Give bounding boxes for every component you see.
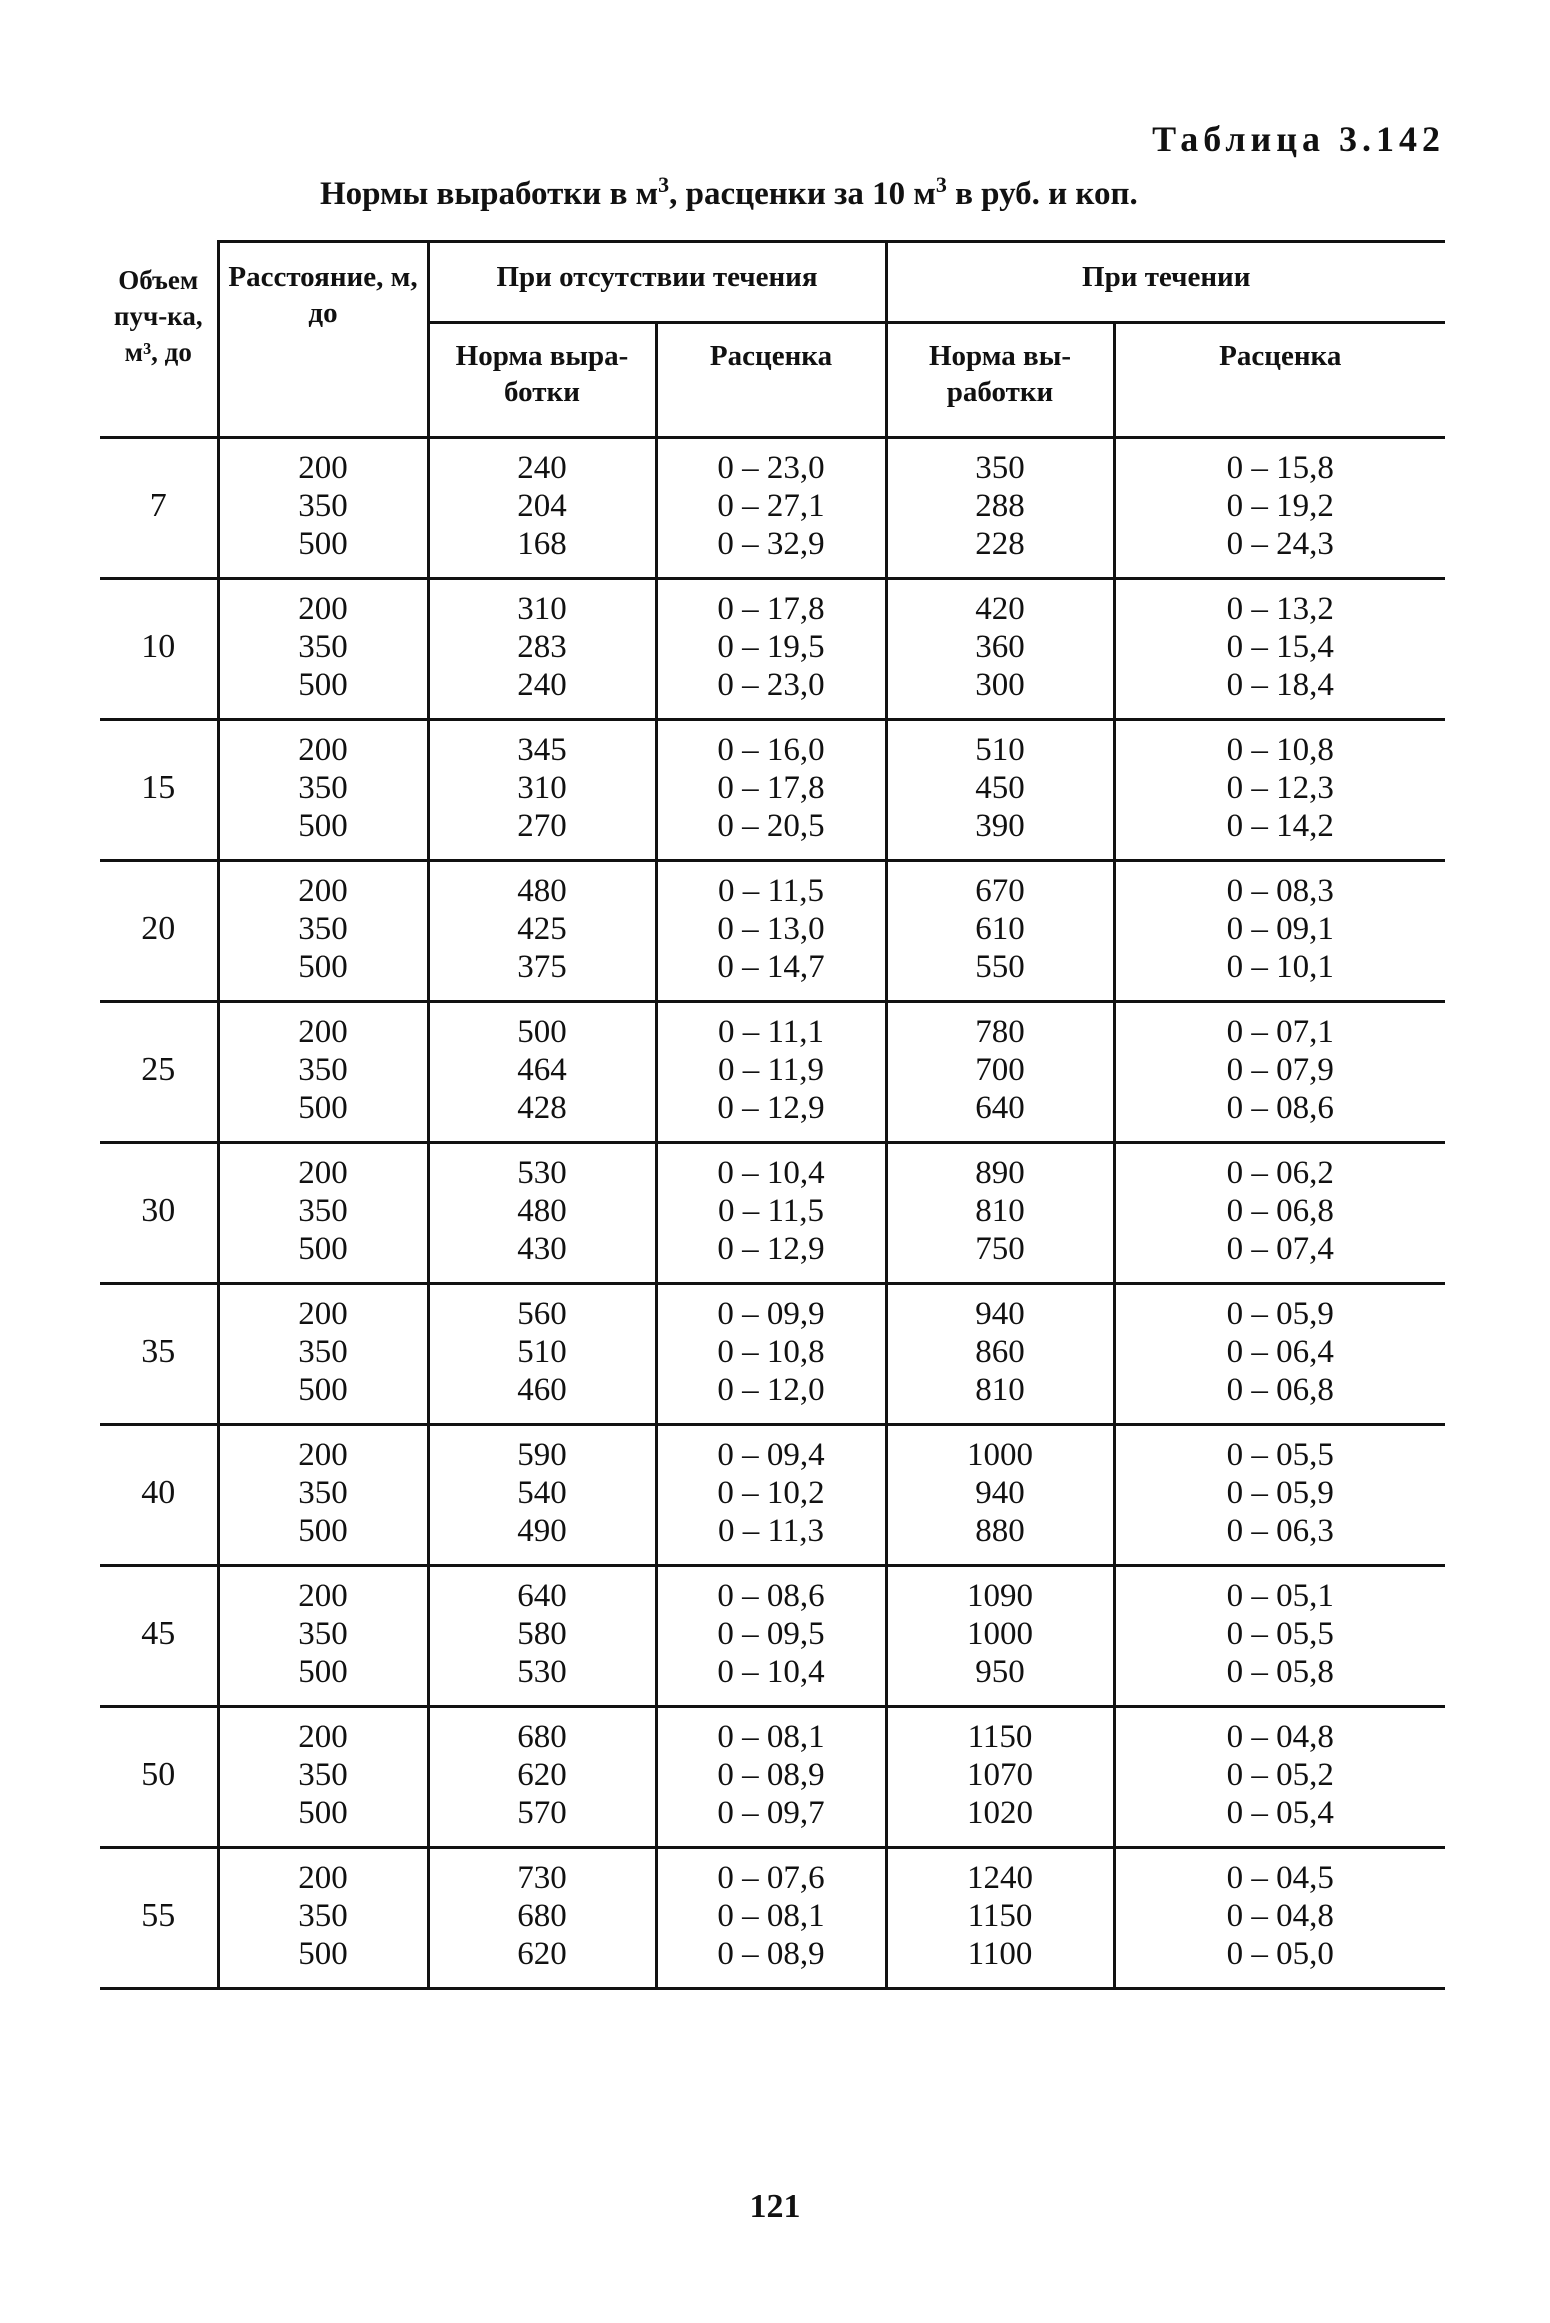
rate-current-cell-value: 0 – 15,4 [1226,629,1334,665]
table-row [100,861,1445,1002]
table-body [100,438,1445,1989]
volume-cell: 35 [100,1284,218,1425]
distance-cell-value: 200 [298,1014,348,1050]
distance-cell-value: 500 [298,808,348,844]
norm-current-cell-value: 940 [975,1296,1025,1332]
table-row [100,579,1445,720]
norm-current-cell-value: 390 [975,808,1025,844]
header-no-current: При отсутствии течения [428,242,886,323]
rate-current-cell [1114,1425,1445,1566]
distance-cell [218,1143,428,1284]
norm-cell-value: 580 [517,1616,567,1652]
norm-cell [428,1566,656,1707]
rate-cell-value: 0 – 09,5 [717,1616,825,1652]
norm-current-cell-value: 1100 [967,1936,1033,1972]
distance-cell-value: 500 [298,1795,348,1831]
norm-current-cell [886,861,1114,1002]
rate-cell-value: 0 – 09,7 [717,1795,825,1831]
rate-current-cell [1114,1848,1445,1989]
rate-cell-value: 0 – 11,5 [717,873,825,909]
norm-current-cell [886,1143,1114,1284]
rate-current-cell [1114,1566,1445,1707]
distance-cell-value: 200 [298,1578,348,1614]
rate-current-cell-value: 0 – 18,4 [1226,667,1334,703]
norm-cell-value: 680 [517,1719,567,1755]
norm-cell [428,1143,656,1284]
rate-current-cell-value: 0 – 12,3 [1226,770,1334,806]
norm-current-cell-value: 890 [975,1155,1025,1191]
rate-current-cell-value: 0 – 05,5 [1226,1616,1334,1652]
rate-cell-value: 0 – 32,9 [717,526,825,562]
rate-current-cell-value: 0 – 06,8 [1226,1372,1334,1408]
norm-current-cell-value: 750 [975,1231,1025,1267]
norm-cell-value: 270 [517,808,567,844]
rate-current-cell-value: 0 – 13,2 [1226,591,1334,627]
distance-cell-value: 500 [298,1936,348,1972]
rate-current-cell [1114,1284,1445,1425]
norm-cell-value: 620 [517,1936,567,1972]
distance-cell-value: 350 [298,1757,348,1793]
rate-cell-value: 0 – 08,6 [717,1578,825,1614]
rate-cell [656,1284,886,1425]
rate-current-cell [1114,579,1445,720]
table-row [100,1566,1445,1707]
header-norm-current: Норма вы-работки [886,323,1114,438]
norm-cell-value: 510 [517,1334,567,1370]
rate-cell-value: 0 – 12,9 [717,1090,825,1126]
norm-current-cell-value: 510 [975,732,1025,768]
rate-cell-value: 0 – 17,8 [717,770,825,806]
norm-cell [428,1284,656,1425]
rate-current-cell [1114,438,1445,579]
norm-current-cell-value: 360 [975,629,1025,665]
table-row [100,1284,1445,1425]
norm-cell-value: 310 [517,770,567,806]
header-distance: Расстояние, м, до [218,242,428,438]
table-row [100,438,1445,579]
norm-current-cell-value: 1070 [967,1757,1033,1793]
table-row [100,1425,1445,1566]
norm-cell [428,1707,656,1848]
rate-cell-value: 0 – 08,1 [717,1719,825,1755]
norm-cell [428,1848,656,1989]
table-label: Таблица 3.142 [1152,119,1445,159]
rate-current-cell-value: 0 – 05,1 [1226,1578,1334,1614]
distance-cell-value: 350 [298,629,348,665]
volume-cell: 30 [100,1143,218,1284]
norm-cell [428,720,656,861]
norm-cell-value: 490 [517,1513,567,1549]
distance-cell-value: 200 [298,450,348,486]
norm-cell-value: 530 [517,1654,567,1690]
rate-cell-value: 0 – 19,5 [717,629,825,665]
distance-cell [218,861,428,1002]
distance-cell [218,1848,428,1989]
rate-cell [656,579,886,720]
rate-cell [656,438,886,579]
norm-cell-value: 500 [517,1014,567,1050]
rate-cell-value: 0 – 08,9 [717,1936,825,1972]
rate-cell [656,1143,886,1284]
distance-cell-value: 350 [298,488,348,524]
rate-current-cell-value: 0 – 10,8 [1226,732,1334,768]
distance-cell-value: 500 [298,667,348,703]
norm-cell-value: 480 [517,873,567,909]
distance-cell-value: 350 [298,1898,348,1934]
rate-cell [656,1848,886,1989]
norm-cell-value: 204 [517,488,567,524]
header-rate-current: Расценка [1114,323,1445,438]
rate-current-cell-value: 0 – 04,5 [1226,1860,1334,1896]
rate-cell-value: 0 – 10,2 [717,1475,825,1511]
rate-cell [656,1425,886,1566]
norm-current-cell-value: 640 [975,1090,1025,1126]
rate-cell-value: 0 – 20,5 [717,808,825,844]
distance-cell-value: 350 [298,1616,348,1652]
norm-current-cell-value: 420 [975,591,1025,627]
distance-cell-value: 500 [298,1372,348,1408]
rate-current-cell [1114,720,1445,861]
norm-current-cell [886,1284,1114,1425]
distance-cell-value: 500 [298,526,348,562]
norm-current-cell-value: 880 [975,1513,1025,1549]
rate-cell-value: 0 – 27,1 [717,488,825,524]
volume-cell: 45 [100,1566,218,1707]
distance-cell-value: 200 [298,1860,348,1896]
rate-current-cell-value: 0 – 19,2 [1226,488,1334,524]
table-row [100,1143,1445,1284]
norm-current-cell-value: 950 [975,1654,1025,1690]
rate-cell [656,1566,886,1707]
rate-cell [656,1707,886,1848]
rate-current-cell-value: 0 – 06,8 [1226,1193,1334,1229]
norm-current-cell-value: 780 [975,1014,1025,1050]
header-norm: Норма выра-ботки [428,323,656,438]
rate-current-cell-value: 0 – 05,8 [1226,1654,1334,1690]
distance-cell-value: 200 [298,732,348,768]
distance-cell-value: 200 [298,1437,348,1473]
distance-cell [218,1707,428,1848]
volume-cell: 7 [100,438,218,579]
norm-current-cell-value: 670 [975,873,1025,909]
norm-cell [428,1425,656,1566]
rate-current-cell-value: 0 – 05,0 [1226,1936,1334,1972]
rate-cell-value: 0 – 23,0 [717,450,825,486]
distance-cell-value: 200 [298,1296,348,1332]
norm-current-cell-value: 288 [975,488,1025,524]
norm-current-cell-value: 610 [975,911,1025,947]
norm-cell-value: 168 [517,526,567,562]
title-part-2: , расценки за 10 м [669,176,936,212]
header-volume: Объем пуч-ка, м³, до [113,264,203,367]
volume-cell: 15 [100,720,218,861]
norm-current-cell-value: 1150 [967,1719,1033,1755]
rate-cell-value: 0 – 13,0 [717,911,825,947]
distance-cell-value: 200 [298,1155,348,1191]
distance-cell [218,1284,428,1425]
rate-cell-value: 0 – 07,6 [717,1860,825,1896]
volume-cell: 20 [100,861,218,1002]
page-number: 121 [749,2188,801,2225]
norm-current-cell-value: 450 [975,770,1025,806]
distance-cell [218,1425,428,1566]
norm-cell-value: 430 [517,1231,567,1267]
norm-cell-value: 283 [517,629,567,665]
norm-cell-value: 530 [517,1155,567,1191]
norm-cell [428,579,656,720]
norm-cell-value: 620 [517,1757,567,1793]
rate-current-cell-value: 0 – 10,1 [1226,949,1334,985]
distance-cell-value: 350 [298,1052,348,1088]
volume-cell: 40 [100,1425,218,1566]
distance-cell-value: 350 [298,1475,348,1511]
title-sup-1: 3 [658,172,670,197]
volume-cell: 50 [100,1707,218,1848]
norm-cell-value: 425 [517,911,567,947]
rate-current-cell-value: 0 – 05,5 [1226,1437,1334,1473]
norm-current-cell-value: 350 [975,450,1025,486]
norm-cell [428,438,656,579]
rate-current-cell-value: 0 – 06,3 [1226,1513,1334,1549]
rate-cell-value: 0 – 10,4 [717,1654,825,1690]
norm-current-cell [886,1002,1114,1143]
rate-current-cell-value: 0 – 06,2 [1226,1155,1334,1191]
distance-cell-value: 500 [298,1231,348,1267]
norm-current-cell [886,1566,1114,1707]
rate-current-cell-value: 0 – 04,8 [1226,1898,1334,1934]
rate-current-cell-value: 0 – 24,3 [1226,526,1334,562]
header-current: При течении [886,242,1445,323]
distance-cell-value: 350 [298,911,348,947]
norm-current-cell-value: 1000 [967,1616,1033,1652]
norm-current-cell-value: 550 [975,949,1025,985]
distance-cell [218,438,428,579]
norm-current-cell-value: 228 [975,526,1025,562]
norm-cell-value: 464 [517,1052,567,1088]
rate-current-cell-value: 0 – 07,4 [1226,1231,1334,1267]
norm-cell-value: 310 [517,591,567,627]
norm-current-cell [886,579,1114,720]
norm-current-cell [886,1425,1114,1566]
rate-cell-value: 0 – 09,4 [717,1437,825,1473]
header-row-top [100,242,1445,323]
volume-cell: 55 [100,1848,218,1989]
norm-current-cell-value: 940 [975,1475,1025,1511]
rate-cell-value: 0 – 09,9 [717,1296,825,1332]
norm-cell-value: 560 [517,1296,567,1332]
rate-cell-value: 0 – 16,0 [717,732,825,768]
rate-current-cell-value: 0 – 15,8 [1226,450,1334,486]
norm-cell-value: 480 [517,1193,567,1229]
rate-cell-value: 0 – 17,8 [717,591,825,627]
norm-cell [428,861,656,1002]
norm-cell-value: 540 [517,1475,567,1511]
header-rate: Расценка [656,323,886,438]
rate-current-cell-value: 0 – 05,9 [1226,1296,1334,1332]
title-part-1: Нормы выработки в м [320,176,659,212]
volume-cell: 10 [100,579,218,720]
norm-current-cell-value: 1150 [967,1898,1033,1934]
norm-current-cell [886,1848,1114,1989]
rate-cell-value: 0 – 11,1 [717,1014,825,1050]
volume-cell: 25 [100,1002,218,1143]
rate-current-cell [1114,861,1445,1002]
rate-cell-value: 0 – 10,8 [717,1334,825,1370]
distance-cell [218,720,428,861]
distance-cell-value: 500 [298,1090,348,1126]
distance-cell [218,1566,428,1707]
distance-cell [218,579,428,720]
rate-cell-value: 0 – 10,4 [717,1155,825,1191]
distance-cell-value: 350 [298,1334,348,1370]
rate-cell-value: 0 – 12,9 [717,1231,825,1267]
distance-cell-value: 200 [298,873,348,909]
rate-current-cell-value: 0 – 08,3 [1226,873,1334,909]
table-row [100,1002,1445,1143]
rate-cell-value: 0 – 14,7 [717,949,825,985]
distance-cell-value: 200 [298,591,348,627]
norm-current-cell-value: 1240 [967,1860,1033,1896]
norm-cell-value: 345 [517,732,567,768]
title-part-3: в руб. и коп. [946,176,1138,212]
distance-cell-value: 500 [298,1654,348,1690]
rate-current-cell-value: 0 – 07,9 [1226,1052,1334,1088]
rate-cell-value: 0 – 23,0 [717,667,825,703]
table-title [320,172,1138,213]
rate-cell-value: 0 – 11,3 [717,1513,825,1549]
norm-cell-value: 730 [517,1860,567,1896]
distance-cell [218,1002,428,1143]
norm-cell-value: 240 [517,450,567,486]
rate-current-cell-value: 0 – 07,1 [1226,1014,1334,1050]
norm-cell-value: 428 [517,1090,567,1126]
norm-current-cell-value: 700 [975,1052,1025,1088]
rate-current-cell-value: 0 – 05,2 [1226,1757,1334,1793]
distance-cell-value: 200 [298,1719,348,1755]
norm-current-cell [886,1707,1114,1848]
rate-cell-value: 0 – 08,1 [717,1898,825,1934]
norm-current-cell-value: 1090 [967,1578,1033,1614]
rate-current-cell-value: 0 – 05,4 [1226,1795,1334,1831]
norm-cell-value: 375 [517,949,567,985]
table-row [100,720,1445,861]
norm-cell-value: 240 [517,667,567,703]
norm-current-cell [886,720,1114,861]
rate-current-cell-value: 0 – 04,8 [1226,1719,1334,1755]
norm-current-cell-value: 300 [975,667,1025,703]
rate-cell [656,1002,886,1143]
norm-current-cell-value: 860 [975,1334,1025,1370]
rate-cell [656,861,886,1002]
rate-cell-value: 0 – 12,0 [717,1372,825,1408]
norm-current-cell-value: 1020 [967,1795,1033,1831]
table-row [100,1707,1445,1848]
rate-cell [656,720,886,861]
rate-current-cell-value: 0 – 14,2 [1226,808,1334,844]
rate-current-cell [1114,1002,1445,1143]
norm-current-cell-value: 810 [975,1193,1025,1229]
distance-cell-value: 500 [298,1513,348,1549]
distance-cell-value: 350 [298,770,348,806]
norms-table [100,240,1445,1990]
norm-current-cell-value: 810 [975,1372,1025,1408]
rate-current-cell [1114,1143,1445,1284]
rate-current-cell-value: 0 – 06,4 [1226,1334,1334,1370]
rate-current-cell-value: 0 – 08,6 [1226,1090,1334,1126]
distance-cell-value: 350 [298,1193,348,1229]
rate-cell-value: 0 – 08,9 [717,1757,825,1793]
title-sup-2: 3 [935,172,947,197]
norm-cell-value: 590 [517,1437,567,1473]
rate-current-cell-value: 0 – 05,9 [1226,1475,1334,1511]
norm-current-cell-value: 1000 [967,1437,1033,1473]
distance-cell-value: 500 [298,949,348,985]
norm-cell-value: 680 [517,1898,567,1934]
rate-current-cell-value: 0 – 09,1 [1226,911,1334,947]
table-row [100,1848,1445,1989]
norm-cell-value: 460 [517,1372,567,1408]
rate-cell-value: 0 – 11,9 [717,1052,825,1088]
norm-cell-value: 570 [517,1795,567,1831]
rate-current-cell [1114,1707,1445,1848]
norm-current-cell [886,438,1114,579]
norm-cell-value: 640 [517,1578,567,1614]
norm-cell [428,1002,656,1143]
rate-cell-value: 0 – 11,5 [717,1193,825,1229]
